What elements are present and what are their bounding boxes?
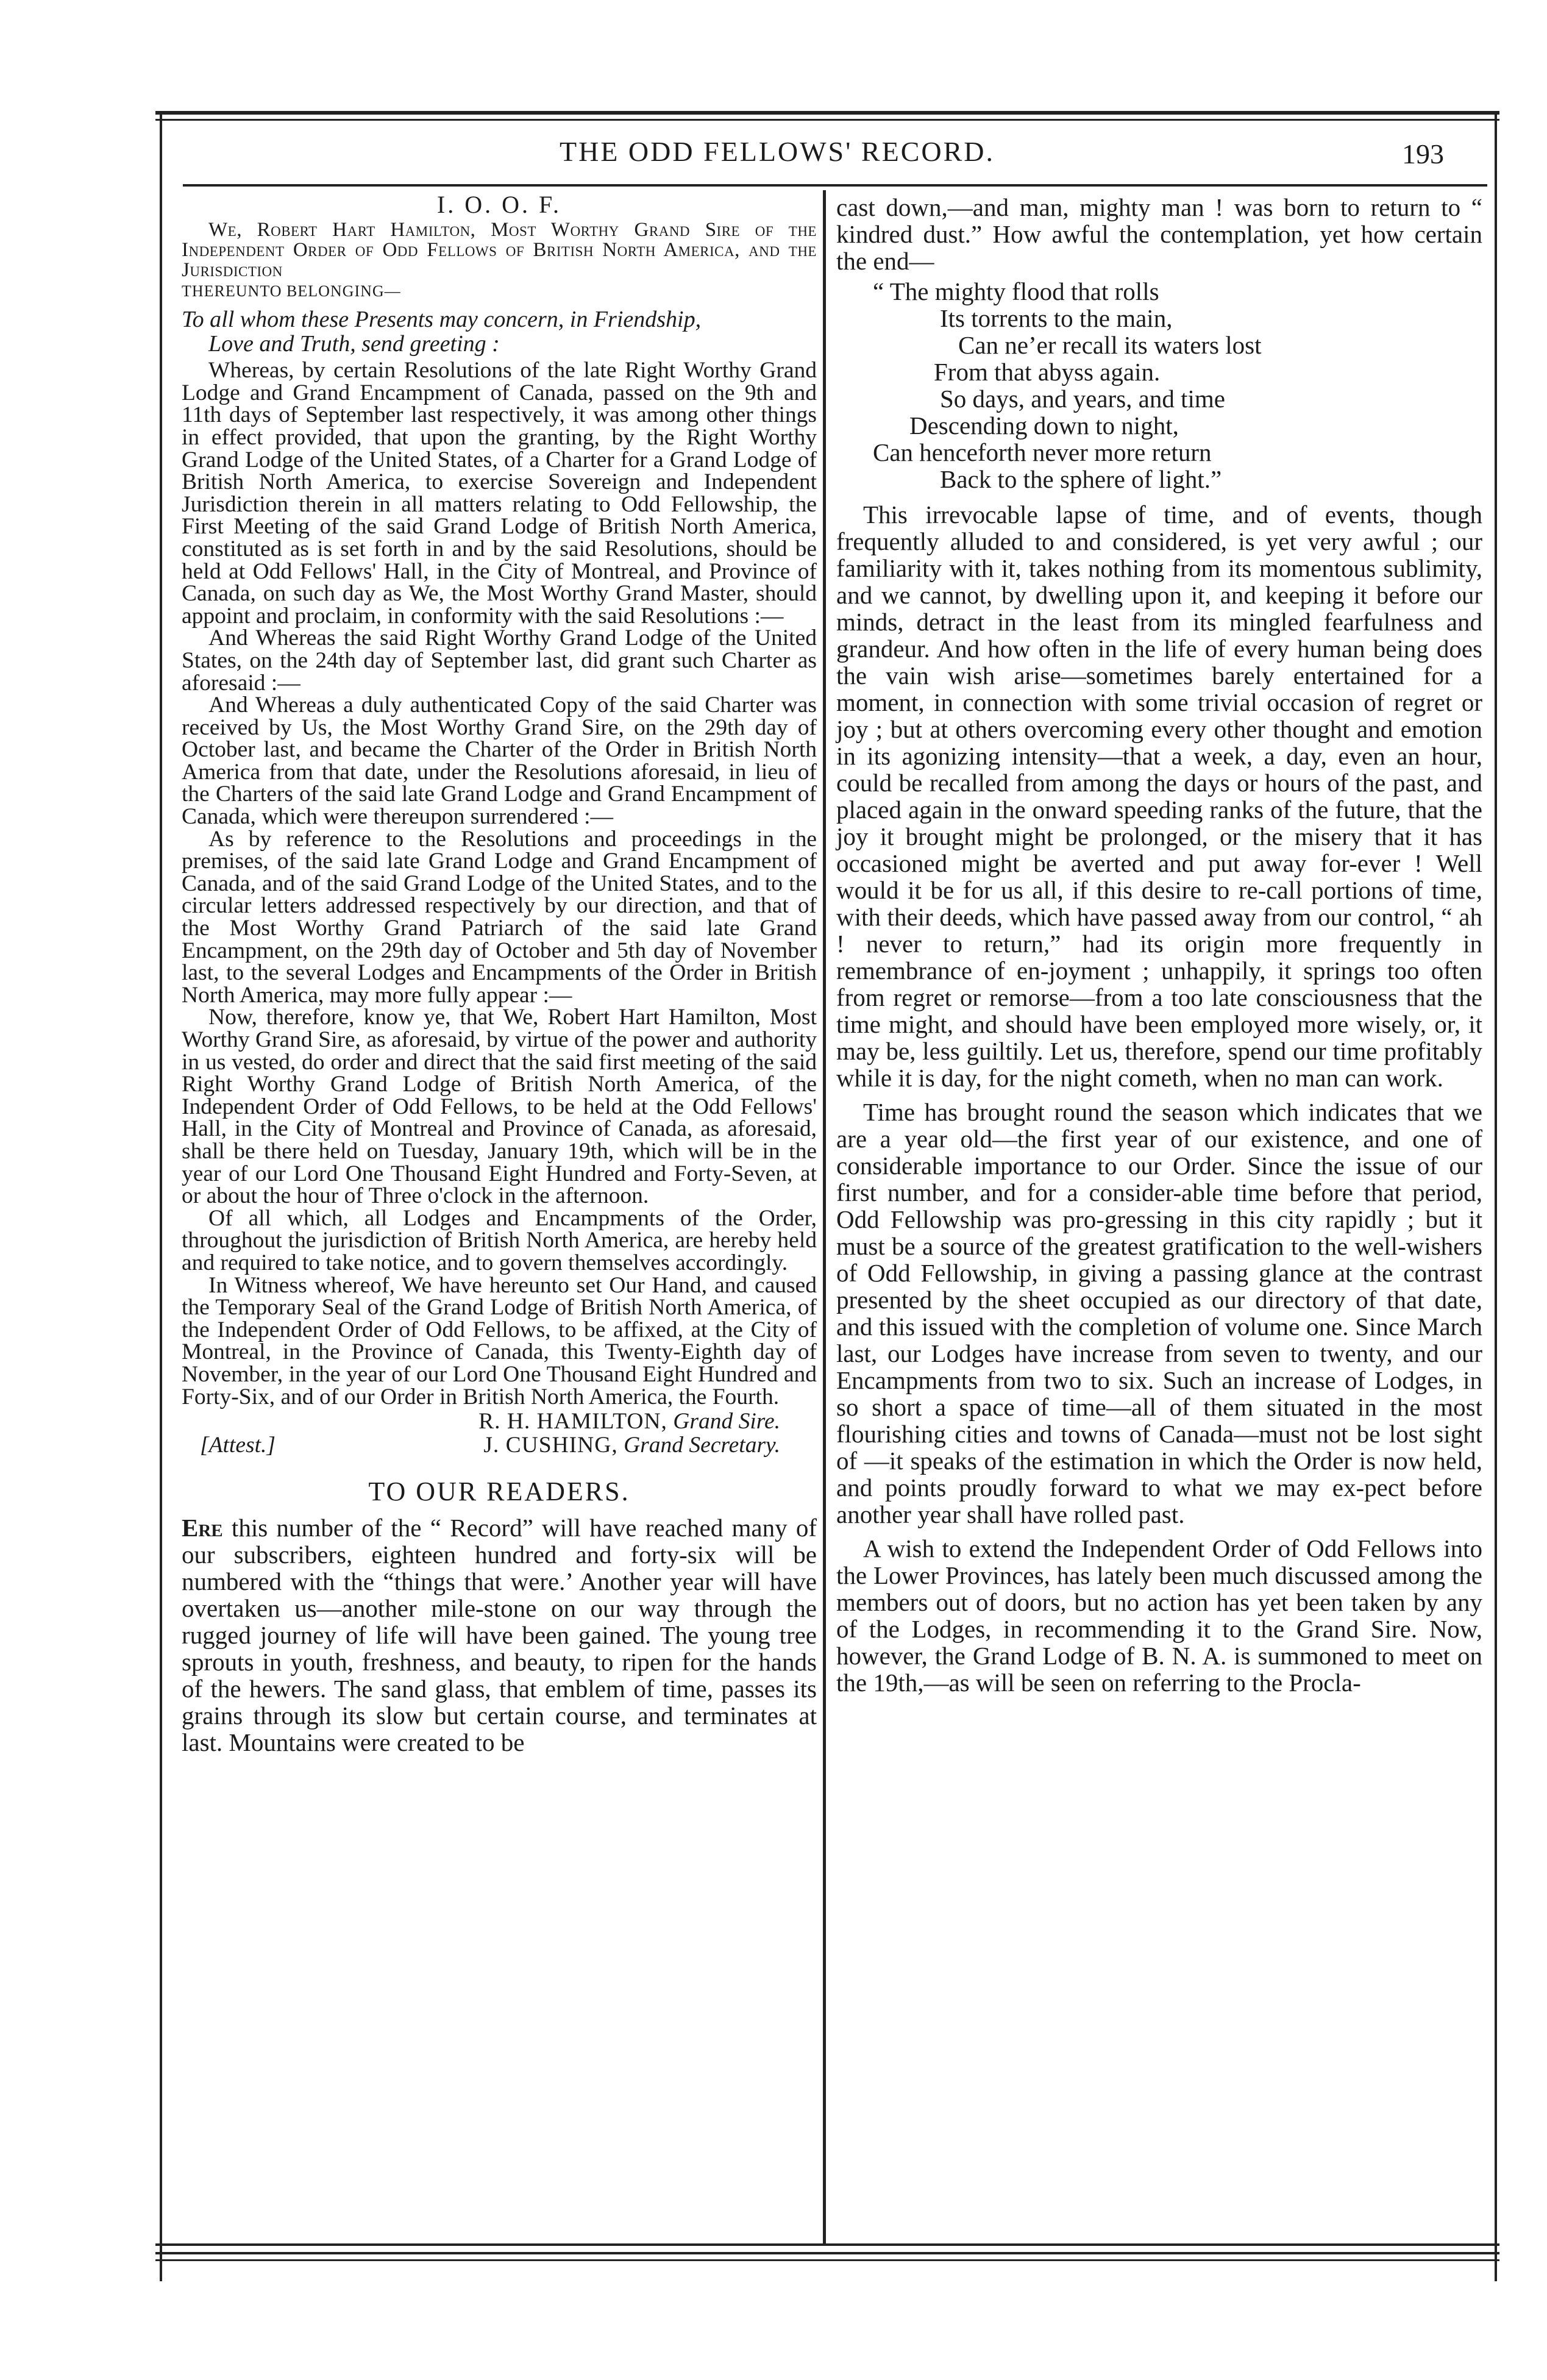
signature-name: R. H. HAMILTON, (478, 1409, 667, 1434)
readers-paragraph (182, 1514, 817, 1756)
editorial-paragraph: This irrevocable lapse of time, and of events, though frequently alluded to and considered, is yet very awful ; our familiarity with it, takes nothing from its momentous sublimity, and we cannot, by dwelling upon it, and keeping it before our minds, detract in the least from its mingled fearfulness and grandeur. And how often in the life of every human being does the vain wish arise—sometimes barely entertained for a moment, in connection with some trivial occasion of regret or joy ; but at others overcoming every other thought and emotion in its agonizing intensity—that a week, a day, even an hour, could be recalled from among the days or hours of the past, and placed again in the onward speeding ranks of the future, that the joy it brought might be prolonged, or the misery that it has occasioned might be averted and put away for-ever ! Well would it be for us all, if this desire to re-call portions of time, with their deeds, which have passed away from our control, “ ah ! never to return,” had its origin more frequently in remembrance of en-joyment ; unhappily, it springs too often from regret or remorse—from a too late consciousness that the time might, and should have been employed more wisely, or, it may be, less guiltily. Let us, therefore, spend our time profitably while it is day, for the night cometh, when no man can work. (836, 501, 1482, 1092)
editorial-paragraph: Time has brought round the season which indicates that we are a year old—the first year of our existence, and one of considerable importance to our Order. Since the issue of our first number, and for a consider-able time before that period, Odd Fellowship was pro-gressing in this city rapidly ; but it must be a source of the greatest gratification to the well-wishers of Odd Fellowship, in giving a passing glance at the contrast presented by the sheet occupied as our directory of that date, and this issued with the completion of volume one. Since March last, our Lodges have increase from seven to twenty, and our Encampments from two to six. Such an increase of Lodges, in so short a space of time—all of them situated in the most flourishing cities and towns of Canada—must not be lost sight of —it speaks of the estimation in which the Order is now held, and points proudly forward to what we may ex-pect before another year shall have rolled past. (836, 1098, 1482, 1528)
attest-label: [Attest.] (200, 1432, 276, 1458)
left-column (182, 191, 817, 1756)
decree-title-tail: THEREUNTO BELONGING— (182, 282, 401, 300)
decree-paragraph: In Witness whereof, We have hereunto set Our Hand, and caused the Temporary Seal of the Grand Lodge of British North America, of the Independent Order of Odd Fellows, to be affixed, at the City of Montreal, in the Province of Canada, this Twenty-Eighth day of November, in the year of our Lord One Thousand Eight Hundred and Forty-Six, and of our Order in British North America, the Fourth. (182, 1272, 817, 1409)
signature-block (182, 1411, 817, 1456)
decree-title-text: We, Robert Hart Hamilton, Most Worthy Grand Sire of the Independent Order of Odd Fellows of British North America, and the Jurisdiction (182, 218, 817, 281)
page-number: 193 (1402, 138, 1444, 169)
poem-line: Its torrents to the main, (940, 304, 1173, 332)
column-divider (823, 190, 826, 2245)
right-border-rule (1495, 111, 1497, 2281)
attest-role: Grand Secretary. (624, 1432, 780, 1458)
attest-name: J. CUSHING, (483, 1432, 618, 1458)
decree-paragraph: As by reference to the Resolutions and proceedings in the premises, of the said late Grand Lodge and Grand Encampment of Canada, and of the said Grand Lodge of the United States, and to the circular letters addressed respectively by our direction, and that of the Most Worthy Grand Patriarch of the said late Grand Encampment, on the 29th day of October and 5th day of November last, to the several Lodges and Encampments of the Order in British North America, may more fully appear :— (182, 826, 817, 1008)
poem-line: Descending down to night, (909, 412, 1179, 440)
decree-paragraph: And Whereas the said Right Worthy Grand Lodge of the United States, on the 24th day of September last, did grant such Charter as aforesaid :— (182, 625, 817, 696)
greeting-line-1: To all whom these Presents may concern, in Friendship, (182, 307, 702, 333)
readers-paragraph-text: this number of the “ Record” will have reached many of our subscribers, eighteen hundred and forty-six will be numbered with the “things that were.’ Another year will have overtaken us—another mile-stone on our way through the rugged journey of life will have been gained. The young tree sprouts in youth, freshness, and beauty, to ripen for the hands of the hewers. The sand glass, that emblem of time, passes its grains through its slow but certain course, and terminates at last. Mountains were created to be (182, 1513, 817, 1756)
greeting (182, 307, 817, 356)
bottom-border-rule (155, 2243, 1499, 2246)
poem-line: Can henceforth never more return (873, 438, 1212, 466)
signature-line (182, 1411, 817, 1433)
top-border-rule (155, 111, 1499, 115)
bottom-border-rule-3 (155, 2259, 1499, 2261)
top-border-rule-inner (155, 119, 1499, 121)
decree-paragraph: Now, therefore, know ye, that We, Robert Hart Hamilton, Most Worthy Grand Sire, as aforesaid, by virtue of the power and authority in us vested, do order and direct that the said first meeting of the said Right Worthy Grand Lodge of British North America, of the Independent Order of Odd Fellows, to be held at the Odd Fellows' Hall, in the City of Montreal and Province of Canada, as aforesaid, shall be there held on Tuesday, January 19th, which will be in the year of our Lord One Thousand Eight Hundred and Forty-Seven, at or about the hour of Three o'clock in the afternoon. (182, 1005, 817, 1209)
left-border-rule (160, 111, 162, 2281)
header-rule (183, 184, 1487, 187)
poem (836, 278, 1482, 493)
readers-lead-word: Ere (182, 1513, 223, 1542)
decree-paragraph: Of all which, all Lodges and Encampments of the Order, throughout the jurisdiction of British North America, are hereby held and required to take notice, and to govern themselves accordingly. (182, 1205, 817, 1275)
opening-paragraph: cast down,—and man, mighty man ! was born to return to “ kindred dust.” How awful the contemplation, yet how certain the end— (836, 193, 1482, 275)
decree-title (182, 220, 817, 280)
attest-line (182, 1434, 817, 1457)
decree-paragraph: Whereas, by certain Resolutions of the late Right Worthy Grand Lodge and Grand Encampment of Canada, passed on the 9th and 11th days of September last respectively, it was among other things in effect provided, that upon the granting, by the Right Worthy Grand Lodge of the United States, of a Charter for a Grand Lodge of British North America, to exercise Sovereign and Independent Jurisdiction therein in all matters relating to Odd Fellowship, the First Meeting of the said Grand Lodge of British North America, constituted as is set forth in and by the said Resolutions, should be held at Odd Fellows' Hall, in the City of Montreal, and Province of Canada, on such day as We, the Most Worthy Grand Master, should appoint and proclaim, in conformity with the said Resolutions :— (182, 358, 817, 629)
poem-line: Can ne’er recall its waters lost (958, 331, 1262, 359)
bottom-border-rule-2 (155, 2252, 1499, 2254)
poem-line: Back to the sphere of light.” (940, 465, 1222, 493)
poem-line: “ The mighty flood that rolls (873, 277, 1159, 305)
readers-title: TO OUR READERS. (368, 1477, 630, 1507)
signature-role: Grand Sire. (673, 1409, 780, 1434)
decree-paragraph: And Whereas a duly authenticated Copy of the said Charter was received by Us, the Most Worthy Grand Sire, on the 29th day of October last, and became the Charter of the Order in British North America from that date, under the Resolutions aforesaid, in lieu of the Charters of the said late Grand Lodge and Grand Encampment of Canada, which were thereupon surrendered :— (182, 693, 817, 830)
editorial-paragraph: A wish to extend the Independent Order of Odd Fellows into the Lower Provinces, has lately been much discussed among the members out of doors, but no action has yet been taken by any of the Lodges, in recommending it to the Grand Sire. Now, however, the Grand Lodge of B. N. A. is summoned to meet on the 19th,—as will be seen on referring to the Procla- (836, 1534, 1482, 1697)
greeting-line-2: Love and Truth, send greeting : (208, 331, 500, 357)
attest-signature (483, 1434, 780, 1457)
order-heading: I. O. O. F. (436, 191, 562, 218)
right-column (836, 194, 1482, 1696)
running-title: THE ODD FELLOWS' RECORD. (559, 136, 995, 167)
poem-line: From that abyss again. (934, 358, 1161, 386)
poem-line: So days, and years, and time (940, 385, 1225, 413)
